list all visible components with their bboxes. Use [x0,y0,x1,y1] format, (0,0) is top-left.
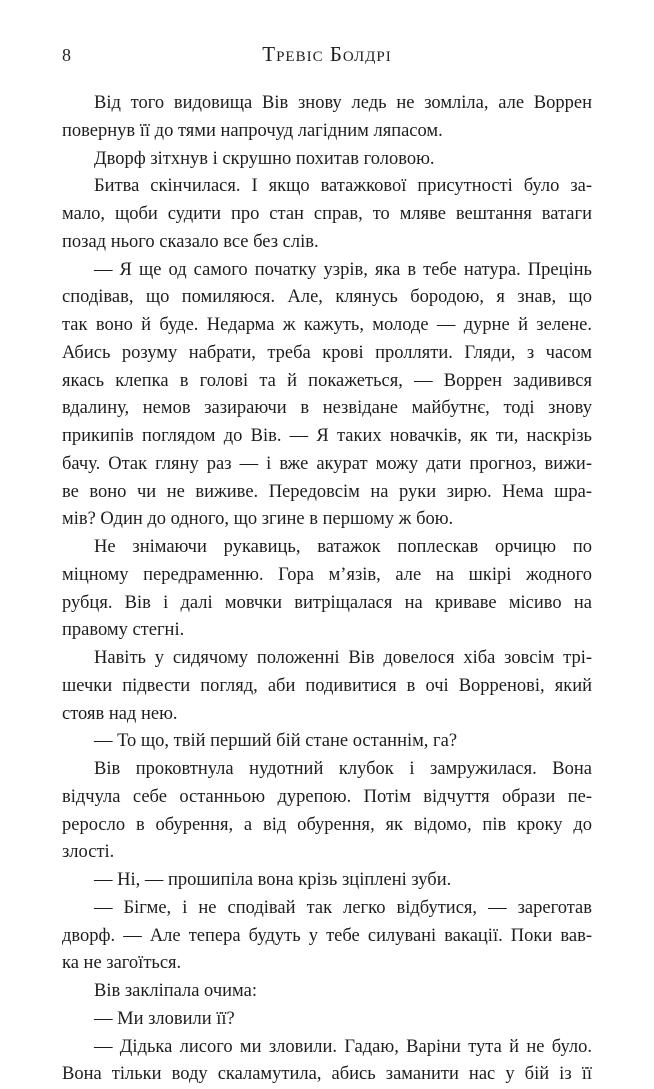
text-line: прикипів поглядом до Вів. — Я таких новачків, як ти, наскрізь [62,423,592,451]
paragraph [62,173,592,256]
text-line: Вів закліпала очима: [62,978,592,1006]
text-line: Битва скінчилася. І якщо ватажкової присутності було за- [62,173,592,201]
paragraph [62,146,592,174]
text-line: Від того видовища Вів знову ледь не зомліла, але Воррен [62,90,592,118]
text-line: Навіть у сидячому положенні Вів довелося хіба зовсім трі- [62,645,592,673]
paragraph [62,90,592,146]
paragraph [62,645,592,728]
text-line: — Бігме, і не сподівай так легко відбутися, — зареготав [62,895,592,923]
text-line: міцному передраменню. Гора м’язів, але на шкірі жодного [62,562,592,590]
text-line: ве воно чи не виживе. Передовсім на руки зирю. Нема шра- [62,479,592,507]
text-line: правому стегні. [62,617,592,645]
paragraph [62,1034,592,1089]
text-line: Дворф зітхнув і скрушно похитав головою. [62,146,592,174]
page-number: 8 [62,44,71,66]
text-line: — Ми зловили її? [62,1006,592,1034]
body-text [62,90,592,1089]
text-line: Абись розуму набрати, треба крові пролляти. Гляди, з часом [62,340,592,368]
text-line: відчула себе останньою дурепою. Потім відчуття образи пе- [62,784,592,812]
text-line: повернув її до тями напрочуд лагідним ляпасом. [62,118,592,146]
text-line: так воно й буде. Недарма ж кажуть, молоде — дурне й зелене. [62,312,592,340]
text-line: реросло в обурення, а від обурення, як відомо, пів кроку до [62,812,592,840]
text-line: — Я ще од самого початку узрів, яка в тебе натура. Прецінь [62,257,592,285]
paragraph [62,756,592,867]
text-line: дворф. — Але тепера будуть у тебе силувані вакації. Поки вав- [62,923,592,951]
text-line: позад нього сказало все без слів. [62,229,592,257]
paragraph [62,534,592,645]
text-line: рубця. Вів і далі мовчки витріщалася на криваве місиво на [62,590,592,618]
text-line: шечки підвести погляд, аби подивитися в очі Ворренові, який [62,673,592,701]
text-line: сподівав, що помиляюся. Але, клянусь бородою, я знав, що [62,284,592,312]
text-line: якась клепка в голові та й покажеться, — Воррен задивився [62,368,592,396]
paragraph [62,1006,592,1034]
paragraph [62,257,592,535]
paragraph [62,867,592,895]
paragraph [62,978,592,1006]
paragraph [62,895,592,978]
text-line: ка не загоїться. [62,950,592,978]
text-line: — Дідька лисого ми зловили. Гадаю, Варіни тута й не було. [62,1034,592,1062]
text-line: бачу. Отак гляну раз — і вже акурат можу дати прогноз, вижи- [62,451,592,479]
text-line: мів? Один до одного, що згине в першому ж бою. [62,506,592,534]
text-line: злості. [62,839,592,867]
text-line: Вів проковтнула нудотний клубок і замружилася. Вона [62,756,592,784]
text-line: вдалину, немов зазираючи в незвідане майбутнє, тоді знову [62,395,592,423]
text-line: Не знімаючи рукавиць, ватажок поплескав орчицю по [62,534,592,562]
text-line: — То що, твій перший бій стане останнім, га? [62,728,592,756]
paragraph [62,728,592,756]
text-line: стояв над нею. [62,701,592,729]
text-line: — Ні, — прошипіла вона крізь зціплені зуби. [62,867,592,895]
page-header [62,40,592,70]
text-line: мало, щоби судити про стан справ, то мляве вештання ватаги [62,201,592,229]
running-title: Тревіс Болдрі [62,42,592,66]
text-line: Вона тільки воду скаламутила, абись заманити нас у бій із її [62,1061,592,1089]
